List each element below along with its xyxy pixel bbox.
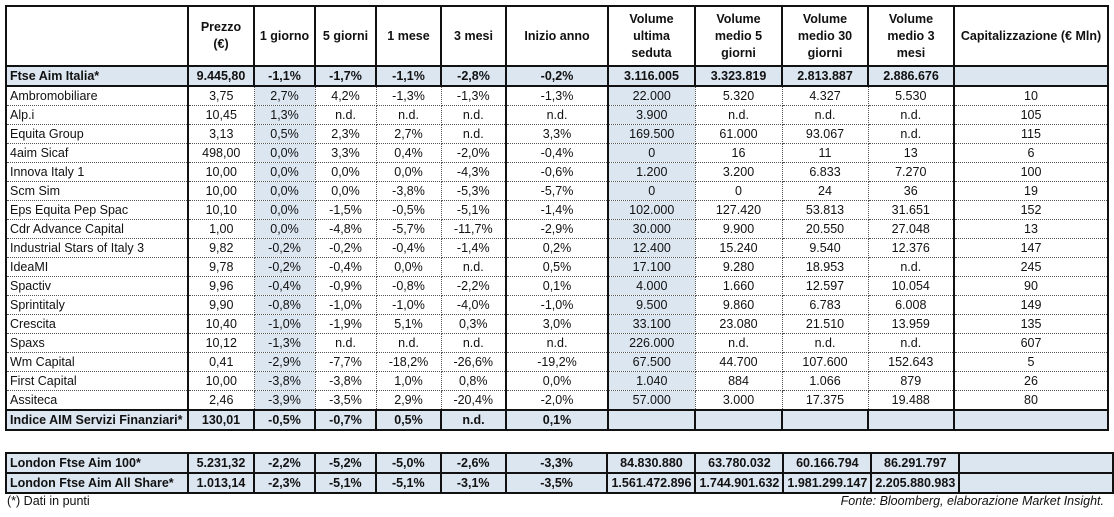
cell-volume-medio-3-mesi: 86.291.797: [871, 453, 959, 473]
cell-inizio-anno: -19,2%: [506, 353, 608, 372]
table-row: [6, 391, 1108, 411]
cell-1-mese: n.d.: [376, 334, 441, 353]
cell-prezzo: 10,00: [188, 372, 254, 391]
cell-volume-medio-5-giorni: 63.780.032: [695, 453, 783, 473]
column-header-1-giorno: 1 giorno: [254, 6, 315, 66]
cell-volume-ultima-seduta: 22.000: [608, 86, 695, 106]
cell-volume-medio-5-giorni: 127.420: [695, 201, 782, 220]
cell-prezzo: 3,13: [188, 125, 254, 144]
column-header-name: [6, 6, 188, 66]
cell-5-giorni: -5,1%: [315, 473, 376, 493]
cell-volume-medio-5-giorni: 23.080: [695, 315, 782, 334]
cell-volume-medio-30-giorni: 4.327: [782, 86, 868, 106]
cell-inizio-anno: -1,4%: [506, 201, 608, 220]
cell-5-giorni: -0,7%: [315, 410, 376, 430]
cell-name: Spactiv: [6, 277, 188, 296]
cell-volume-medio-3-mesi: [868, 410, 954, 430]
cell-1-giorno: -0,5%: [254, 410, 315, 430]
cell-5-giorni: 0,0%: [315, 182, 376, 201]
cell-name: Ftse Aim Italia*: [6, 66, 188, 86]
cell-volume-medio-30-giorni: 93.067: [782, 125, 868, 144]
cell-3-mesi: n.d.: [441, 258, 506, 277]
cell-1-giorno: -0,4%: [254, 277, 315, 296]
cell-volume-medio-3-mesi: 879: [868, 372, 954, 391]
table-row: [6, 239, 1108, 258]
cell-3-mesi: n.d.: [441, 410, 506, 430]
cell-volume-medio-5-giorni: 15.240: [695, 239, 782, 258]
cell-capitalizzazione: 152: [954, 201, 1108, 220]
cell-5-giorni: -1,5%: [315, 201, 376, 220]
table-row: [6, 372, 1108, 391]
cell-name: 4aim Sicaf: [6, 144, 188, 163]
cell-name: London Ftse Aim All Share*: [6, 473, 188, 493]
cell-5-giorni: -0,2%: [315, 239, 376, 258]
cell-volume-medio-30-giorni: n.d.: [782, 334, 868, 353]
cell-inizio-anno: 0,5%: [506, 258, 608, 277]
cell-volume-medio-30-giorni: 12.597: [782, 277, 868, 296]
cell-volume-medio-5-giorni: 3.000: [695, 391, 782, 411]
cell-prezzo: 10,40: [188, 315, 254, 334]
cell-capitalizzazione: [959, 473, 1113, 493]
cell-volume-medio-30-giorni: 60.166.794: [783, 453, 871, 473]
cell-capitalizzazione: 100: [954, 163, 1108, 182]
cell-name: Assiteca: [6, 391, 188, 411]
cell-name: Alp.i: [6, 106, 188, 125]
cell-capitalizzazione: 135: [954, 315, 1108, 334]
cell-volume-medio-3-mesi: 2.205.880.983: [871, 473, 959, 493]
cell-volume-ultima-seduta: 0: [608, 182, 695, 201]
cell-name: IdeaMI: [6, 258, 188, 277]
cell-volume-medio-3-mesi: 7.270: [868, 163, 954, 182]
cell-volume-ultima-seduta: 4.000: [608, 277, 695, 296]
cell-1-giorno: 0,0%: [254, 182, 315, 201]
cell-prezzo: 9.445,80: [188, 66, 254, 86]
cell-1-mese: -1,0%: [376, 296, 441, 315]
cell-1-mese: 1,0%: [376, 372, 441, 391]
index-row-ftse-aim-italia: [6, 66, 1108, 86]
cell-name: First Capital: [6, 372, 188, 391]
cell-name: Indice AIM Servizi Finanziari*: [6, 410, 188, 430]
cell-inizio-anno: -3,3%: [506, 453, 608, 473]
column-header-capitalizzazione: Capitalizzazione (€ Mln): [954, 6, 1108, 66]
cell-5-giorni: 4,2%: [315, 86, 376, 106]
cell-capitalizzazione: 26: [954, 372, 1108, 391]
cell-prezzo: 9,78: [188, 258, 254, 277]
cell-volume-medio-3-mesi: n.d.: [868, 125, 954, 144]
cell-3-mesi: -2,0%: [441, 144, 506, 163]
cell-inizio-anno: -1,3%: [506, 86, 608, 106]
cell-inizio-anno: -2,9%: [506, 220, 608, 239]
cell-1-mese: -0,8%: [376, 277, 441, 296]
cell-volume-medio-3-mesi: 10.054: [868, 277, 954, 296]
cell-capitalizzazione: 19: [954, 182, 1108, 201]
table-row: [6, 334, 1108, 353]
cell-inizio-anno: n.d.: [506, 106, 608, 125]
table-row: [6, 86, 1108, 106]
cell-volume-ultima-seduta: 0: [608, 144, 695, 163]
cell-volume-ultima-seduta: 102.000: [608, 201, 695, 220]
cell-capitalizzazione: 90: [954, 277, 1108, 296]
cell-3-mesi: -20,4%: [441, 391, 506, 411]
cell-volume-medio-30-giorni: 9.540: [782, 239, 868, 258]
cell-1-mese: -0,5%: [376, 201, 441, 220]
cell-1-giorno: 0,0%: [254, 163, 315, 182]
cell-1-mese: 5,1%: [376, 315, 441, 334]
cell-inizio-anno: -0,4%: [506, 144, 608, 163]
table-row: [6, 182, 1108, 201]
cell-5-giorni: 3,3%: [315, 144, 376, 163]
cell-inizio-anno: 0,2%: [506, 239, 608, 258]
cell-capitalizzazione: 115: [954, 125, 1108, 144]
cell-volume-medio-30-giorni: 20.550: [782, 220, 868, 239]
cell-volume-medio-30-giorni: 6.833: [782, 163, 868, 182]
aim-financial-table: [5, 5, 1109, 431]
cell-volume-ultima-seduta: 84.830.880: [607, 453, 695, 473]
cell-prezzo: 498,00: [188, 144, 254, 163]
cell-1-mese: 0,0%: [376, 258, 441, 277]
cell-prezzo: 9,90: [188, 296, 254, 315]
cell-5-giorni: n.d.: [315, 106, 376, 125]
cell-1-giorno: -1,0%: [254, 315, 315, 334]
cell-name: Scm Sim: [6, 182, 188, 201]
cell-prezzo: 2,46: [188, 391, 254, 411]
cell-volume-medio-5-giorni: 1.744.901.632: [695, 473, 783, 493]
cell-inizio-anno: -1,0%: [506, 296, 608, 315]
cell-3-mesi: n.d.: [441, 106, 506, 125]
cell-1-mese: -5,1%: [376, 473, 441, 493]
cell-capitalizzazione: 5: [954, 353, 1108, 372]
cell-inizio-anno: 0,1%: [506, 410, 608, 430]
cell-volume-medio-5-giorni: 9.900: [695, 220, 782, 239]
cell-name: Wm Capital: [6, 353, 188, 372]
cell-name: London Ftse Aim 100*: [6, 453, 188, 473]
cell-1-giorno: 0,5%: [254, 125, 315, 144]
cell-prezzo: 0,41: [188, 353, 254, 372]
cell-5-giorni: -5,2%: [315, 453, 376, 473]
cell-capitalizzazione: 105: [954, 106, 1108, 125]
cell-volume-medio-5-giorni: 9.860: [695, 296, 782, 315]
cell-prezzo: 9,82: [188, 239, 254, 258]
cell-volume-medio-3-mesi: n.d.: [868, 334, 954, 353]
cell-volume-ultima-seduta: [608, 410, 695, 430]
cell-inizio-anno: n.d.: [506, 334, 608, 353]
cell-volume-medio-30-giorni: 24: [782, 182, 868, 201]
cell-1-mese: -5,0%: [376, 453, 441, 473]
cell-volume-medio-5-giorni: 1.660: [695, 277, 782, 296]
cell-volume-medio-30-giorni: [782, 410, 868, 430]
cell-3-mesi: n.d.: [441, 125, 506, 144]
cell-inizio-anno: -5,7%: [506, 182, 608, 201]
cell-5-giorni: -3,8%: [315, 372, 376, 391]
cell-volume-medio-5-giorni: n.d.: [695, 106, 782, 125]
header-row: [6, 6, 1108, 66]
cell-prezzo: 10,00: [188, 163, 254, 182]
cell-prezzo: 10,12: [188, 334, 254, 353]
cell-volume-medio-5-giorni: 16: [695, 144, 782, 163]
cell-3-mesi: 0,8%: [441, 372, 506, 391]
cell-prezzo: 10,00: [188, 182, 254, 201]
cell-volume-medio-30-giorni: 21.510: [782, 315, 868, 334]
table-row: [6, 315, 1108, 334]
cell-volume-medio-3-mesi: 12.376: [868, 239, 954, 258]
cell-prezzo: 10,10: [188, 201, 254, 220]
cell-1-giorno: -2,3%: [254, 473, 315, 493]
table-row: [6, 277, 1108, 296]
cell-volume-ultima-seduta: 3.900: [608, 106, 695, 125]
cell-1-mese: -1,3%: [376, 86, 441, 106]
cell-volume-medio-30-giorni: 1.981.299.147: [783, 473, 871, 493]
cell-volume-ultima-seduta: 30.000: [608, 220, 695, 239]
cell-volume-ultima-seduta: 1.561.472.896: [607, 473, 695, 493]
cell-capitalizzazione: [954, 410, 1108, 430]
column-header-prezzo: Prezzo (€): [188, 6, 254, 66]
cell-1-mese: -0,4%: [376, 239, 441, 258]
cell-volume-medio-5-giorni: 9.280: [695, 258, 782, 277]
cell-name: Ambromobiliare: [6, 86, 188, 106]
cell-volume-medio-30-giorni: 107.600: [782, 353, 868, 372]
cell-prezzo: 130,01: [188, 410, 254, 430]
cell-5-giorni: -1,0%: [315, 296, 376, 315]
cell-5-giorni: n.d.: [315, 334, 376, 353]
cell-volume-medio-3-mesi: 19.488: [868, 391, 954, 411]
table-row: [6, 296, 1108, 315]
cell-1-giorno: -1,1%: [254, 66, 315, 86]
cell-volume-medio-3-mesi: 31.651: [868, 201, 954, 220]
table-row: [6, 125, 1108, 144]
london-index-table: [5, 452, 1114, 494]
cell-capitalizzazione: 149: [954, 296, 1108, 315]
cell-volume-medio-30-giorni: 53.813: [782, 201, 868, 220]
cell-5-giorni: -0,9%: [315, 277, 376, 296]
cell-1-mese: n.d.: [376, 106, 441, 125]
cell-prezzo: 5.231,32: [188, 453, 254, 473]
column-header-3-mesi: 3 mesi: [441, 6, 506, 66]
table-row: [6, 258, 1108, 277]
cell-capitalizzazione: [959, 453, 1113, 473]
cell-5-giorni: -3,5%: [315, 391, 376, 411]
cell-5-giorni: -4,8%: [315, 220, 376, 239]
cell-capitalizzazione: 6: [954, 144, 1108, 163]
cell-5-giorni: -0,4%: [315, 258, 376, 277]
cell-name: Spaxs: [6, 334, 188, 353]
cell-volume-medio-30-giorni: n.d.: [782, 106, 868, 125]
cell-capitalizzazione: 10: [954, 86, 1108, 106]
cell-prezzo: 1.013,14: [188, 473, 254, 493]
cell-5-giorni: 0,0%: [315, 163, 376, 182]
cell-1-giorno: -2,2%: [254, 453, 315, 473]
cell-volume-ultima-seduta: 1.040: [608, 372, 695, 391]
cell-prezzo: 10,45: [188, 106, 254, 125]
cell-volume-medio-30-giorni: 6.783: [782, 296, 868, 315]
cell-3-mesi: 0,3%: [441, 315, 506, 334]
footnote: (*) Dati in punti: [7, 494, 90, 508]
cell-prezzo: 1,00: [188, 220, 254, 239]
cell-volume-medio-30-giorni: 1.066: [782, 372, 868, 391]
cell-volume-medio-5-giorni: 3.323.819: [695, 66, 782, 86]
column-header-volume-medio-5-giorni: Volume medio 5 giorni: [695, 6, 782, 66]
cell-capitalizzazione: 147: [954, 239, 1108, 258]
cell-volume-medio-5-giorni: 884: [695, 372, 782, 391]
cell-volume-ultima-seduta: 67.500: [608, 353, 695, 372]
cell-1-giorno: 1,3%: [254, 106, 315, 125]
cell-1-giorno: -3,9%: [254, 391, 315, 411]
cell-1-mese: 0,4%: [376, 144, 441, 163]
cell-3-mesi: -11,7%: [441, 220, 506, 239]
cell-inizio-anno: 0,1%: [506, 277, 608, 296]
cell-volume-ultima-seduta: 9.500: [608, 296, 695, 315]
cell-1-giorno: -0,2%: [254, 258, 315, 277]
column-header-5-giorni: 5 giorni: [315, 6, 376, 66]
cell-1-giorno: 2,7%: [254, 86, 315, 106]
cell-volume-medio-3-mesi: 5.530: [868, 86, 954, 106]
cell-name: Innova Italy 1: [6, 163, 188, 182]
cell-prezzo: 3,75: [188, 86, 254, 106]
cell-volume-medio-5-giorni: 0: [695, 182, 782, 201]
cell-volume-medio-3-mesi: 13.959: [868, 315, 954, 334]
cell-volume-medio-3-mesi: 13: [868, 144, 954, 163]
cell-5-giorni: 2,3%: [315, 125, 376, 144]
cell-1-mese: -18,2%: [376, 353, 441, 372]
cell-volume-medio-5-giorni: 61.000: [695, 125, 782, 144]
cell-volume-medio-3-mesi: n.d.: [868, 106, 954, 125]
cell-3-mesi: -2,2%: [441, 277, 506, 296]
cell-3-mesi: -2,6%: [441, 453, 506, 473]
cell-name: Crescita: [6, 315, 188, 334]
cell-capitalizzazione: 80: [954, 391, 1108, 411]
table-row: [6, 144, 1108, 163]
cell-inizio-anno: 3,0%: [506, 315, 608, 334]
cell-prezzo: 9,96: [188, 277, 254, 296]
cell-3-mesi: -4,0%: [441, 296, 506, 315]
cell-1-mese: -3,8%: [376, 182, 441, 201]
cell-volume-medio-3-mesi: 27.048: [868, 220, 954, 239]
cell-volume-medio-30-giorni: 11: [782, 144, 868, 163]
table-row: [6, 106, 1108, 125]
column-header-1-mese: 1 mese: [376, 6, 441, 66]
cell-inizio-anno: -0,2%: [506, 66, 608, 86]
cell-1-giorno: 0,0%: [254, 201, 315, 220]
cell-3-mesi: -26,6%: [441, 353, 506, 372]
table-row: [6, 163, 1108, 182]
cell-capitalizzazione: 245: [954, 258, 1108, 277]
column-header-inizio-anno: Inizio anno: [506, 6, 608, 66]
cell-1-giorno: 0,0%: [254, 220, 315, 239]
cell-volume-ultima-seduta: 12.400: [608, 239, 695, 258]
cell-volume-medio-3-mesi: 152.643: [868, 353, 954, 372]
cell-volume-ultima-seduta: 1.200: [608, 163, 695, 182]
cell-inizio-anno: 0,0%: [506, 372, 608, 391]
cell-3-mesi: n.d.: [441, 334, 506, 353]
cell-1-giorno: -2,9%: [254, 353, 315, 372]
cell-volume-ultima-seduta: 57.000: [608, 391, 695, 411]
cell-3-mesi: -1,4%: [441, 239, 506, 258]
cell-name: Eps Equita Pep Spac: [6, 201, 188, 220]
table-row: [6, 353, 1108, 372]
cell-5-giorni: -1,9%: [315, 315, 376, 334]
cell-inizio-anno: 3,3%: [506, 125, 608, 144]
cell-volume-medio-5-giorni: 3.200: [695, 163, 782, 182]
cell-3-mesi: -1,3%: [441, 86, 506, 106]
cell-volume-medio-5-giorni: 44.700: [695, 353, 782, 372]
cell-1-giorno: -0,2%: [254, 239, 315, 258]
cell-volume-medio-30-giorni: 2.813.887: [782, 66, 868, 86]
cell-volume-medio-30-giorni: 18.953: [782, 258, 868, 277]
cell-3-mesi: -4,3%: [441, 163, 506, 182]
source-note: Fonte: Bloomberg, elaborazione Market Insight.: [840, 494, 1104, 508]
cell-volume-ultima-seduta: 33.100: [608, 315, 695, 334]
cell-3-mesi: -3,1%: [441, 473, 506, 493]
cell-volume-medio-30-giorni: 17.375: [782, 391, 868, 411]
cell-volume-medio-5-giorni: 5.320: [695, 86, 782, 106]
cell-volume-medio-3-mesi: n.d.: [868, 258, 954, 277]
cell-1-giorno: -3,8%: [254, 372, 315, 391]
cell-3-mesi: -5,3%: [441, 182, 506, 201]
cell-1-mese: 2,9%: [376, 391, 441, 411]
cell-5-giorni: -7,7%: [315, 353, 376, 372]
cell-inizio-anno: -2,0%: [506, 391, 608, 411]
cell-volume-ultima-seduta: 226.000: [608, 334, 695, 353]
cell-1-giorno: -1,3%: [254, 334, 315, 353]
cell-name: Industrial Stars of Italy 3: [6, 239, 188, 258]
cell-1-mese: 0,0%: [376, 163, 441, 182]
cell-volume-ultima-seduta: 3.116.005: [608, 66, 695, 86]
cell-volume-medio-3-mesi: 2.886.676: [868, 66, 954, 86]
cell-1-mese: -5,7%: [376, 220, 441, 239]
column-header-volume-ultima-seduta: Volume ultima seduta: [608, 6, 695, 66]
column-header-volume-medio-30-giorni: Volume medio 30 giorni: [782, 6, 868, 66]
cell-volume-medio-3-mesi: 36: [868, 182, 954, 201]
cell-3-mesi: -5,1%: [441, 201, 506, 220]
cell-capitalizzazione: 13: [954, 220, 1108, 239]
cell-1-mese: -1,1%: [376, 66, 441, 86]
cell-1-mese: 2,7%: [376, 125, 441, 144]
cell-3-mesi: -2,8%: [441, 66, 506, 86]
cell-1-mese: 0,5%: [376, 410, 441, 430]
cell-capitalizzazione: [954, 66, 1108, 86]
table-row: [6, 201, 1108, 220]
cell-volume-ultima-seduta: 17.100: [608, 258, 695, 277]
index-row-aim-servizi-finanziari: [6, 410, 1108, 430]
cell-volume-medio-3-mesi: 6.008: [868, 296, 954, 315]
cell-name: Equita Group: [6, 125, 188, 144]
cell-capitalizzazione: 607: [954, 334, 1108, 353]
column-header-volume-medio-3-mesi: Volume medio 3 mesi: [868, 6, 954, 66]
index-row-london: [6, 473, 1113, 493]
cell-inizio-anno: -0,6%: [506, 163, 608, 182]
cell-inizio-anno: -3,5%: [506, 473, 608, 493]
cell-volume-ultima-seduta: 169.500: [608, 125, 695, 144]
cell-volume-medio-5-giorni: n.d.: [695, 334, 782, 353]
cell-volume-medio-5-giorni: [695, 410, 782, 430]
cell-1-giorno: 0,0%: [254, 144, 315, 163]
table-row: [6, 220, 1108, 239]
cell-5-giorni: -1,7%: [315, 66, 376, 86]
index-row-london: [6, 453, 1113, 473]
cell-1-giorno: -0,8%: [254, 296, 315, 315]
cell-name: Sprintitaly: [6, 296, 188, 315]
cell-name: Cdr Advance Capital: [6, 220, 188, 239]
